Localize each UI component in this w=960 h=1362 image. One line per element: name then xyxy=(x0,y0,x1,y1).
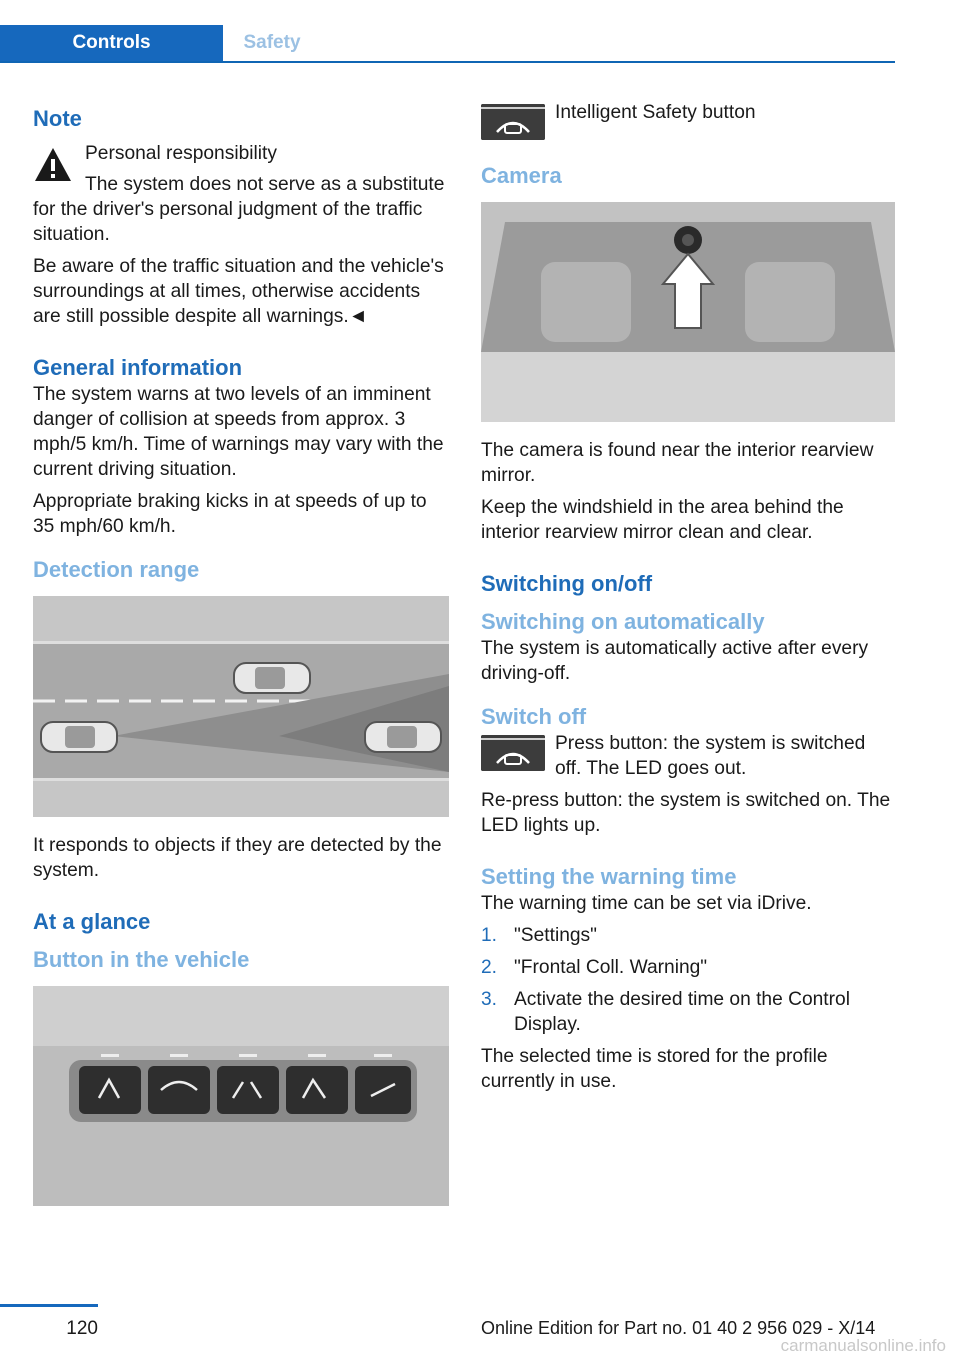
note-paragraph: The system does not serve as a substitute for the driver's personal judgment of the traffic situation. xyxy=(33,174,445,245)
general-info-paragraph-2: Appropriate braking kicks in at speeds of up to 35 mph/60 km/h. xyxy=(33,491,427,537)
warning-time-final-paragraph: The selected time is stored for the profile currently in use. xyxy=(481,1046,828,1092)
switch-off-paragraph-1: Press button: the system is switched off. The LED goes out. xyxy=(555,733,866,779)
right-column xyxy=(481,100,895,1101)
button-in-vehicle-title: Button in the vehicle xyxy=(33,947,250,972)
camera-location-illustration xyxy=(481,202,895,422)
camera-paragraph-1: The camera is found near the interior rearview mirror. xyxy=(481,440,874,486)
camera-paragraph-2: Keep the windshield in the area behind the interior rearview mirror clean and clear. xyxy=(481,497,844,543)
general-info-paragraph-1: The system warns at two levels of an imminent danger of collision at speeds from approx. 3 mph/5 km/h. Time of warnings may vary with the current driving situation. xyxy=(33,384,444,480)
camera-title: Camera xyxy=(481,163,562,188)
tab-safety[interactable]: Safety xyxy=(243,32,301,53)
car-icon xyxy=(234,663,310,693)
general-info-title: General information xyxy=(33,355,243,380)
switch-off-paragraph-2: Re-press button: the system is switched on. The LED lights up. xyxy=(481,790,891,836)
warning-time-title: Setting the warning time xyxy=(481,864,737,889)
detection-range-paragraph: It responds to objects if they are detected by the system. xyxy=(33,835,442,881)
switching-on-off-title: Switching on/off xyxy=(481,571,653,596)
switch-off-title: Switch off xyxy=(481,704,587,729)
warning-time-steps xyxy=(481,923,895,1037)
page-number: 120 xyxy=(66,1318,98,1339)
left-column xyxy=(33,100,449,1222)
warning-triangle-icon xyxy=(33,145,73,185)
note-paragraph-2: Be aware of the traffic situation and the vehicle's surroundings at all times, otherwise accidents are still possible despite all warnings.◄ xyxy=(33,256,444,327)
detection-range-illustration xyxy=(33,596,449,817)
list-item: 2. "Frontal Coll. Warning" xyxy=(481,957,708,978)
section-tabs xyxy=(0,25,895,63)
intelligent-safety-button-icon xyxy=(481,735,545,771)
safety-button-row xyxy=(481,100,895,144)
footer-rule xyxy=(0,1304,98,1307)
at-a-glance-title: At a glance xyxy=(33,909,151,934)
car-icon xyxy=(365,722,441,752)
list-item: 3. Activate the desired time on the Control Display. xyxy=(481,989,850,1035)
note-box xyxy=(33,141,449,254)
tab-controls[interactable]: Controls xyxy=(0,25,223,61)
intelligent-safety-button-icon xyxy=(481,104,545,140)
list-item: 1. "Settings" xyxy=(481,925,597,946)
switching-on-auto-paragraph: The system is automatically active after every driving-off. xyxy=(481,638,869,684)
note-heading: Personal responsibility xyxy=(85,143,277,164)
watermark: carmanualsonline.info xyxy=(780,1336,946,1355)
car-icon xyxy=(41,722,117,752)
note-title: Note xyxy=(33,106,82,131)
switching-on-auto-title: Switching on automatically xyxy=(481,609,765,634)
warning-time-paragraph: The warning time can be set via iDrive. xyxy=(481,893,812,914)
edition-line: Online Edition for Part no. 01 40 2 956 029 - X/14 xyxy=(481,1318,876,1338)
detection-range-title: Detection range xyxy=(33,557,200,582)
switch-off-row xyxy=(481,731,895,788)
safety-button-label: Intelligent Safety button xyxy=(555,102,756,123)
button-panel-illustration xyxy=(33,986,449,1206)
